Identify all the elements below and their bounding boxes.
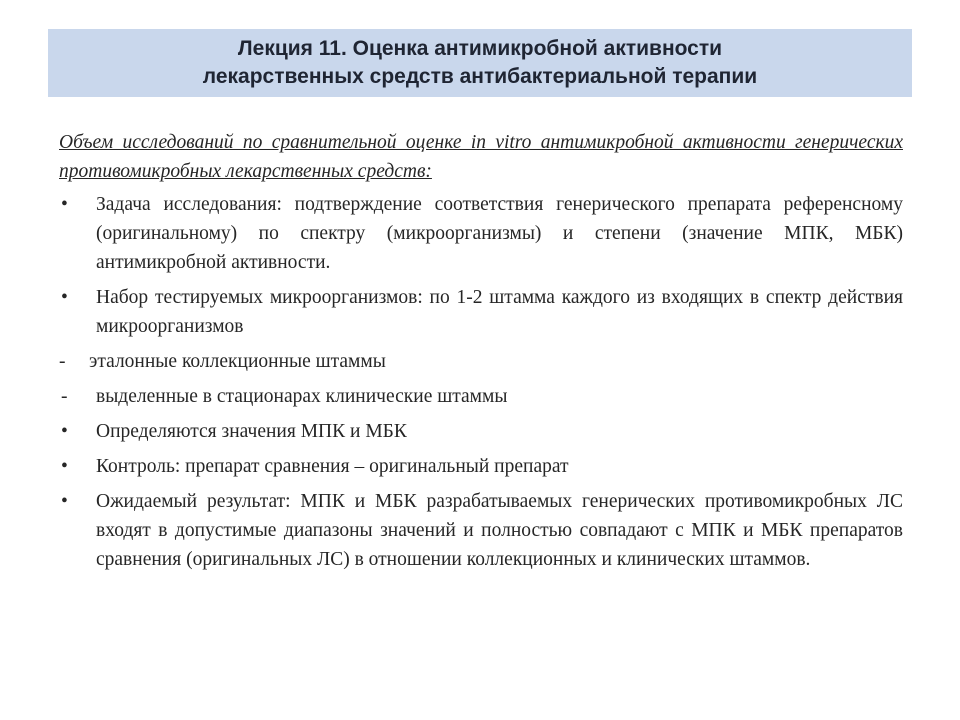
list-item-text: эталонные коллекционные штаммы: [89, 351, 386, 372]
list-item-clinical-strains: [59, 382, 903, 411]
bullet-marker: •: [61, 194, 68, 215]
list-item-microorganism-set: [59, 283, 903, 341]
section-subtitle: Объем исследований по сравнительной оценке in vitro антимикробной активности генерических противомикробных лекарственных средств:: [59, 132, 903, 182]
list-item-reference-strains: [59, 347, 903, 376]
slide-body: [59, 128, 903, 580]
slide-title-line-2: лекарственных средств антибактериальной терапии: [202, 65, 758, 88]
list-item-text: Задача исследования: подтверждение соответствия генерического препарата референсному (оригинальному) по спектру (микроорганизмы) и степени (значение МПК, МБК) антимикробной активности.: [96, 194, 903, 273]
list-item-text: Ожидаемый результат: МПК и МБК разрабатываемых генерических противомикробных ЛС входят в допустимые диапазоны значений и полностью совпадают с МПК и МБК препаратов сравнения (оригинальных ЛС) в отношении коллекционных и клинических штаммов.: [96, 491, 903, 570]
dash-marker: -: [61, 386, 68, 407]
bullet-marker: •: [61, 287, 68, 308]
list-item-research-goal: [59, 190, 903, 277]
list-item-control: [59, 452, 903, 481]
list-item-text: выделенные в стационарах клинические штаммы: [96, 386, 508, 407]
bullet-marker: •: [61, 421, 68, 442]
list-item-text: Определяются значения МПК и МБК: [96, 421, 407, 442]
list-item-mic-mbc: [59, 417, 903, 446]
list-item-expected-result: [59, 487, 903, 574]
list-item-text: Набор тестируемых микроорганизмов: по 1-2 штамма каждого из входящих в спектр действия микроорганизмов: [96, 287, 903, 337]
dash-marker: -: [59, 351, 66, 372]
bullet-marker: •: [61, 456, 68, 477]
list-item-text: Контроль: препарат сравнения – оригинальный препарат: [96, 456, 569, 477]
bullet-marker: •: [61, 491, 68, 512]
slide-title-banner: [48, 29, 912, 97]
slide-title-line-1: Лекция 11. Оценка антимикробной активности: [237, 37, 723, 60]
